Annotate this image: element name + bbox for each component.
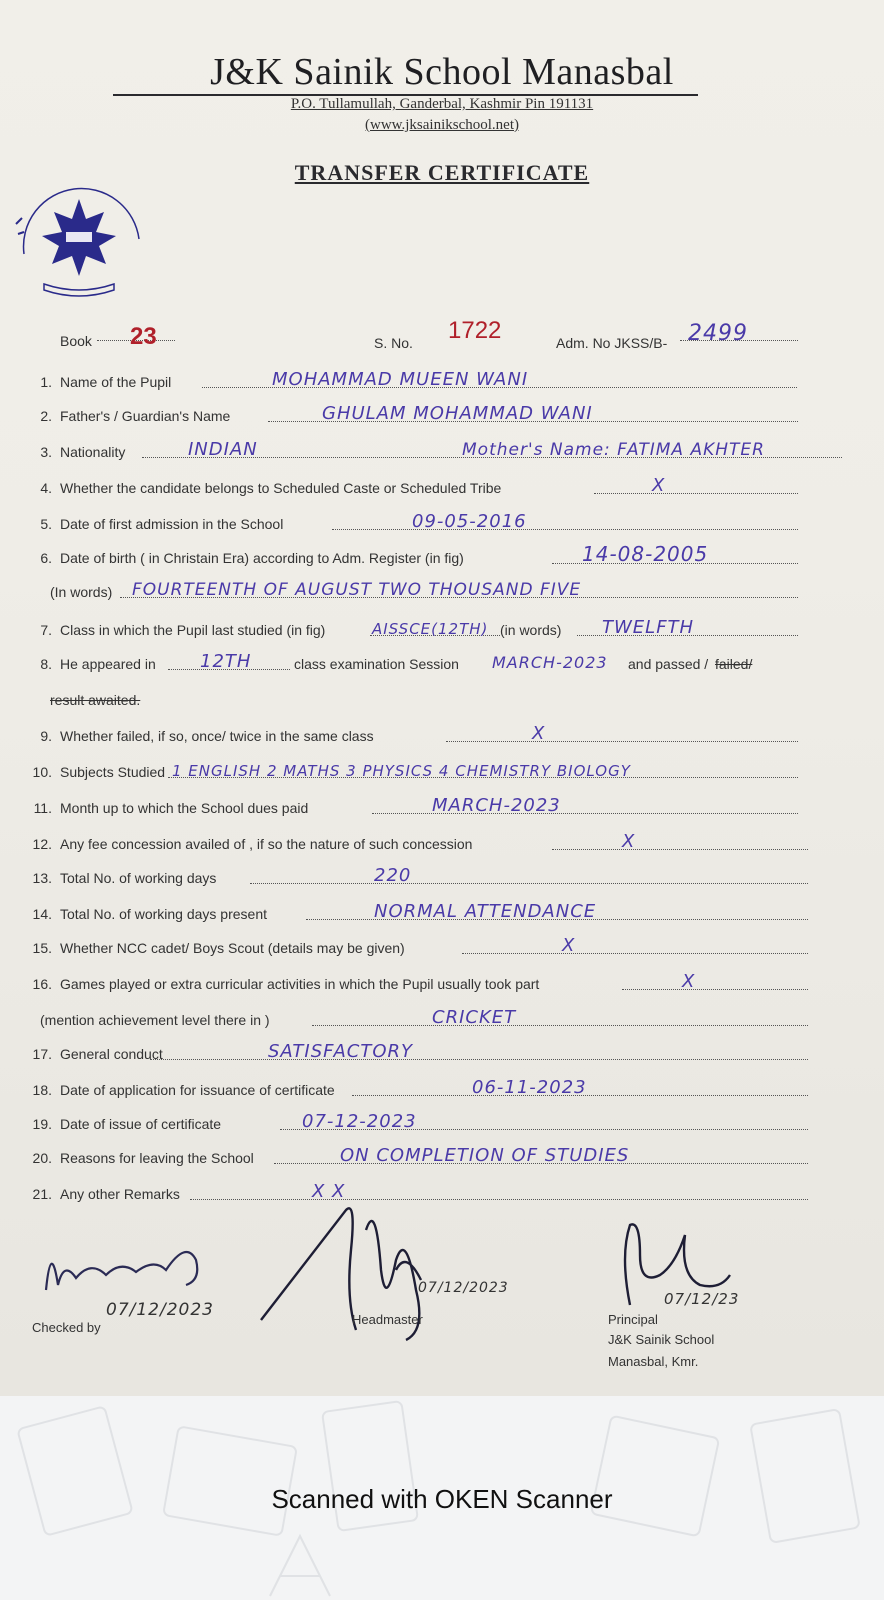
field-label: Whether failed, if so, once/ twice in the same class (60, 728, 374, 744)
field-label: He appeared in (60, 656, 156, 672)
sno-label: S. No. (374, 335, 413, 351)
mothers-name-value: Mother's Name: FATIMA AKHTER (462, 440, 765, 460)
field-value: GHULAM MOHAMMAD WANI (322, 403, 593, 424)
field-label: Games played or extra curricular activities in which the Pupil usually took part (60, 976, 540, 992)
field-row (22, 928, 812, 962)
school-emblem-icon (4, 184, 154, 304)
principal-date: 07/12/23 (664, 1290, 740, 1308)
field-row (22, 610, 802, 644)
field-row (22, 572, 802, 606)
school-address: P.O. Tullamullah, Ganderbal, Kashmir Pin 191131 (290, 96, 594, 112)
field-label: Month up to which the School dues paid (60, 800, 309, 816)
field-number: 4. (40, 480, 52, 496)
headmaster-date: 07/12/2023 (418, 1280, 509, 1296)
field-number: 10. (32, 764, 52, 780)
field-value: X X (312, 1181, 346, 1202)
meta-row (0, 315, 884, 355)
field-row (22, 788, 802, 822)
field-dots (312, 1025, 808, 1026)
field-value: AISSCE(12TH) (372, 620, 489, 638)
field-row (22, 396, 802, 430)
field-label: Class in which the Pupil last studied (in fig) (60, 622, 326, 638)
field-label-failed-struck: failed/ (715, 656, 753, 672)
field-number: 11. (33, 800, 52, 816)
field-dots (332, 529, 798, 530)
field-number: 3. (40, 444, 52, 460)
field-row (22, 680, 802, 714)
field-dots (250, 883, 808, 884)
field-value: MARCH-2023 (432, 795, 561, 816)
field-row (22, 1070, 812, 1104)
field-value: NORMAL ATTENDANCE (374, 901, 597, 922)
field-value-words: TWELFTH (602, 617, 695, 638)
field-label: Nationality (60, 444, 126, 460)
field-number: 13. (32, 870, 52, 886)
field-number: 1. (40, 374, 52, 390)
book-label: Book (60, 333, 92, 349)
principal-location-line: Manasbal, Kmr. (608, 1354, 699, 1369)
field-row (22, 432, 862, 466)
field-number: 14. (32, 906, 52, 922)
field-label: Date of application for issuance of certificate (60, 1082, 335, 1098)
field-label: Whether the candidate belongs to Scheduled Caste or Scheduled Tribe (60, 480, 502, 496)
principal-label: Principal (608, 1312, 658, 1327)
headmaster-label: Headmaster (352, 1312, 423, 1327)
field-number: 18. (32, 1082, 52, 1098)
field-label: Date of birth ( in Christain Era) according to Adm. Register (in fig) (60, 550, 464, 566)
field-row (22, 468, 802, 502)
scanner-text: Scanned with OKEN Scanner (271, 1484, 613, 1514)
certificate-title: TRANSFER CERTIFICATE (294, 160, 590, 185)
field-value: X (562, 935, 576, 956)
field-label: Name of the Pupil (60, 374, 172, 390)
field-value-session: MARCH-2023 (492, 653, 608, 672)
field-row (22, 1000, 812, 1034)
field-value: 07-12-2023 (302, 1111, 417, 1132)
field-dots (552, 849, 808, 850)
field-label-struck: result awaited. (50, 692, 141, 708)
field-value: 14-08-2005 (582, 542, 709, 566)
headmaster-signature (256, 1190, 516, 1360)
field-label: Total No. of working days (60, 870, 217, 886)
field-dots (446, 741, 798, 742)
field-number: 12. (32, 836, 52, 852)
field-label: (mention achievement level there in ) (40, 1012, 270, 1028)
field-number: 9. (40, 728, 52, 744)
field-value: 12TH (200, 651, 252, 672)
field-row (22, 894, 812, 928)
field-label: Father's / Guardian's Name (60, 408, 231, 424)
scanner-footer (0, 1396, 884, 1600)
field-dots (594, 493, 798, 494)
field-value: 09-05-2016 (412, 511, 527, 532)
field-row (22, 362, 802, 396)
field-row (22, 644, 802, 678)
field-number: 8. (40, 656, 52, 672)
field-value: 220 (374, 865, 412, 886)
field-label: Subjects Studied (60, 764, 166, 780)
field-label: Date of issue of certificate (60, 1116, 222, 1132)
field-value: 1 ENGLISH 2 MATHS 3 PHYSICS 4 CHEMISTRY BIOLOGY (172, 762, 631, 780)
field-value: X (622, 831, 636, 852)
field-label: Date of first admission in the School (60, 516, 284, 532)
admission-number: 2499 (688, 321, 748, 346)
checked-by-label: Checked by (32, 1320, 101, 1335)
field-row (22, 1034, 812, 1068)
field-row (22, 1138, 812, 1172)
field-label: General conduct (60, 1046, 163, 1062)
field-label: Total No. of working days present (60, 906, 267, 922)
field-label: Reasons for leaving the School (60, 1150, 254, 1166)
field-number: 5. (40, 516, 52, 532)
field-label: Any fee concession availed of , if so the nature of such concession (60, 836, 473, 852)
field-label: Whether NCC cadet/ Boys Scout (details may be given) (60, 940, 405, 956)
school-name: J&K Sainik School Manasbal (210, 51, 674, 93)
field-value: INDIAN (188, 439, 258, 460)
field-value: CRICKET (432, 1007, 517, 1028)
field-value: X (532, 723, 546, 744)
field-row (22, 716, 802, 750)
school-website: (www.jksainikschool.net) (365, 117, 519, 133)
field-number: 20. (32, 1150, 52, 1166)
field-row (22, 964, 812, 998)
field-row (22, 1104, 812, 1138)
principal-school-line: J&K Sainik School (608, 1332, 715, 1347)
field-number: 2. (40, 408, 52, 424)
field-value: X (682, 971, 696, 992)
field-label-passed: and passed / (628, 656, 709, 672)
checked-by-date: 07/12/2023 (106, 1300, 214, 1320)
field-label: (In words) (50, 584, 113, 600)
field-number: 21. (32, 1186, 52, 1202)
field-number: 6. (40, 550, 52, 566)
field-number: 19. (32, 1116, 52, 1132)
field-number: 15. (32, 940, 52, 956)
field-value: ON COMPLETION OF STUDIES (340, 1145, 630, 1166)
field-label-session: class examination Session (294, 656, 459, 672)
field-row (22, 824, 812, 858)
field-label: Any other Remarks (60, 1186, 180, 1202)
book-number: 23 (130, 323, 157, 350)
field-row (22, 752, 802, 786)
field-label-words: (in words) (500, 622, 562, 638)
field-value: X (652, 475, 666, 496)
serial-number: 1722 (448, 317, 502, 344)
field-dots (150, 1059, 808, 1060)
field-number: 16. (32, 976, 52, 992)
field-number: 17. (32, 1046, 52, 1062)
field-value: MOHAMMAD MUEEN WANI (272, 369, 529, 390)
field-row (22, 858, 812, 892)
field-value: 06-11-2023 (472, 1077, 587, 1098)
field-value: FOURTEENTH OF AUGUST TWO THOUSAND FIVE (132, 580, 582, 600)
adm-label: Adm. No JKSS/B- (556, 335, 668, 351)
field-number: 7. (40, 622, 52, 638)
field-row (22, 504, 802, 538)
field-value: SATISFACTORY (268, 1041, 414, 1062)
field-row (22, 538, 802, 572)
field-dots (622, 989, 808, 990)
field-dots (462, 953, 808, 954)
